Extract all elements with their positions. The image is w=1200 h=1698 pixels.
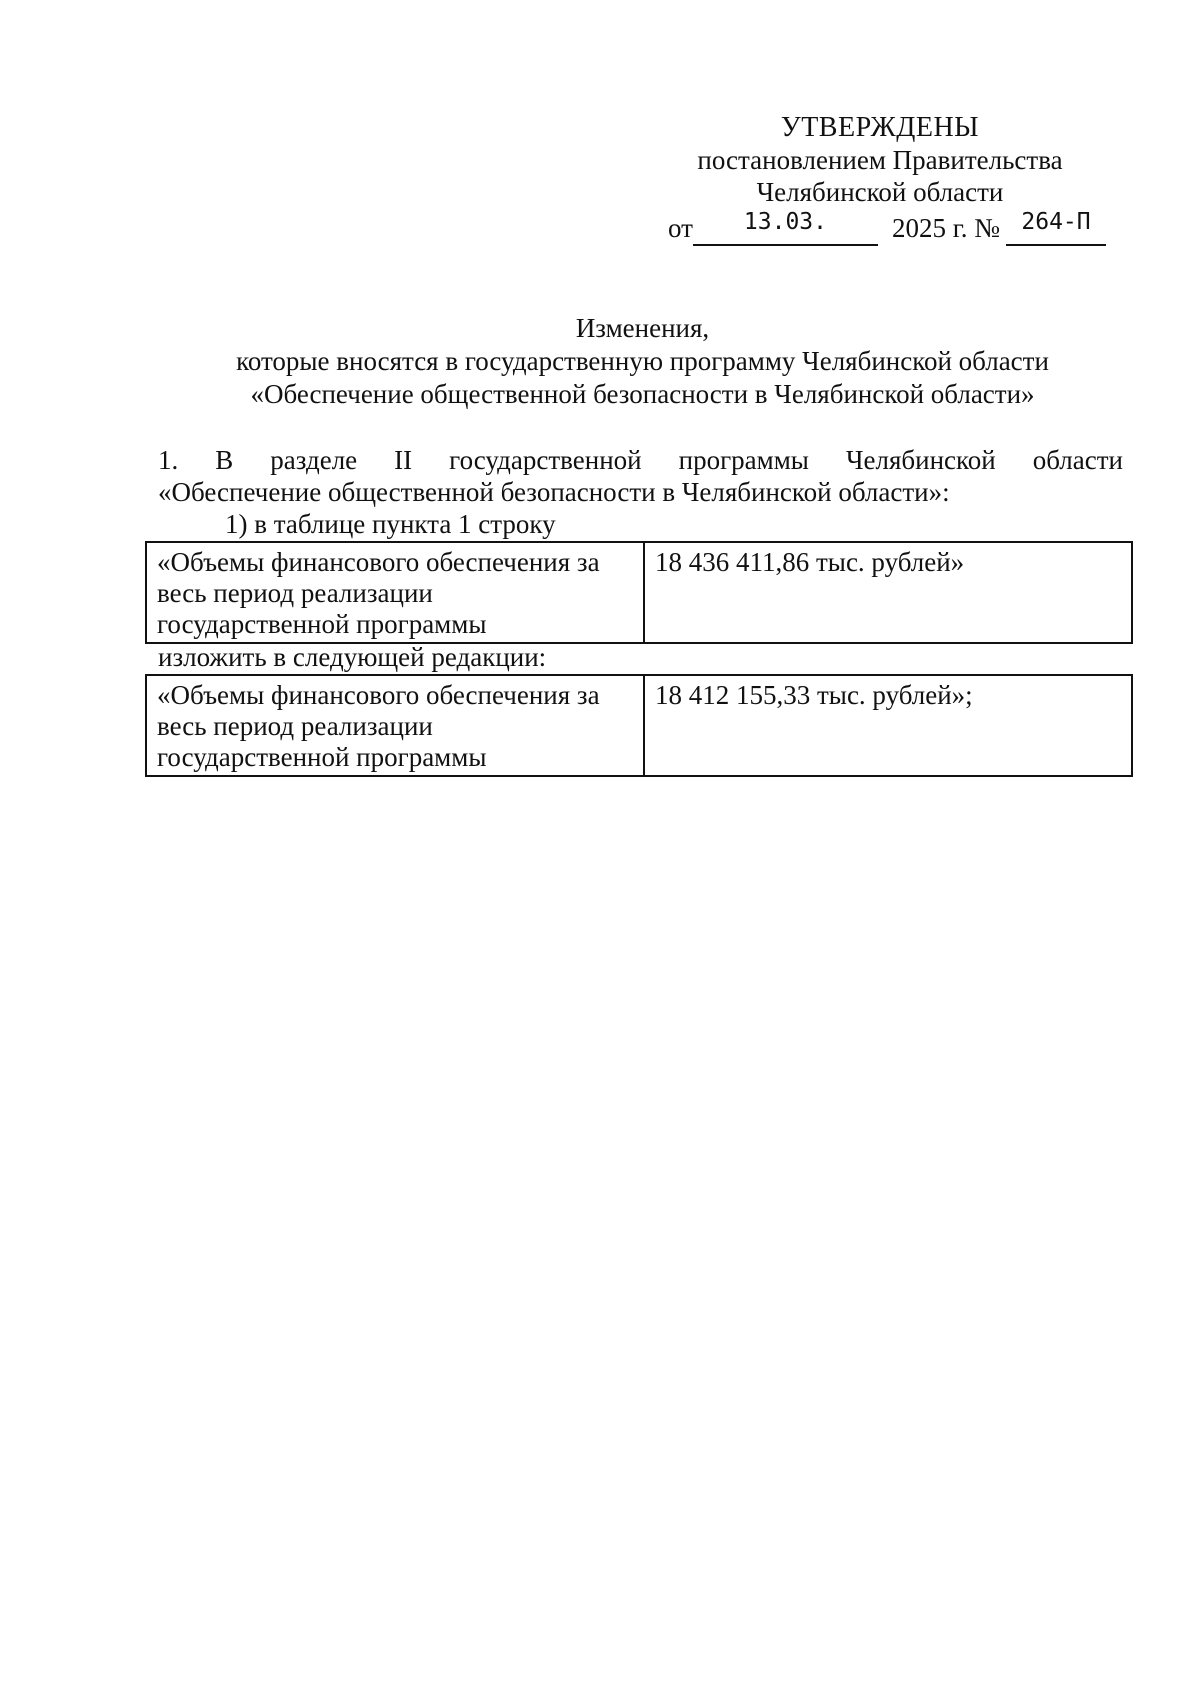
- number-value: 264-П: [1021, 209, 1091, 235]
- document-heading: [145, 312, 1140, 411]
- value-text: 18 436 411,86 тыс. рублей»: [655, 547, 965, 577]
- date-field: [693, 209, 878, 246]
- label-line: государственной программы: [157, 609, 487, 639]
- heading-line-3: «Обеспечение общественной безопасности в Челябинской области»: [250, 379, 1035, 409]
- approval-title: УТВЕРЖДЕНЫ: [780, 112, 980, 143]
- value-text: 18 412 155,33 тыс. рублей»;: [655, 680, 973, 710]
- table-cell-value: [644, 675, 1132, 776]
- label-line: «Объемы финансового обеспечения за: [157, 547, 600, 577]
- date-prefix: от: [668, 213, 693, 243]
- table-cell-label: [146, 542, 644, 643]
- paragraph-1-line-1: 1. В разделе II государственной программы Челябинской области: [158, 445, 1123, 475]
- heading-line-2: которые вносятся в государственную программу Челябинской области: [236, 346, 1049, 376]
- approval-stamp-block: [650, 112, 1110, 208]
- number-field: [1006, 209, 1106, 246]
- year-text: 2025 г. №: [891, 213, 1000, 243]
- approval-line-1: постановлением Правительства: [697, 145, 1063, 175]
- date-value: 13.03.: [743, 209, 827, 235]
- label-line: весь период реализации: [157, 578, 433, 608]
- table-row: [146, 675, 1132, 776]
- paragraph-1-line-2: «Обеспечение общественной безопасности в Челябинской области»:: [158, 477, 950, 507]
- heading-line-1: Изменения,: [575, 313, 710, 343]
- table-cell-value: [644, 542, 1132, 643]
- old-row-table: [145, 541, 1133, 644]
- label-line: государственной программы: [157, 742, 487, 772]
- new-row-table: [145, 674, 1133, 777]
- table-cell-label: [146, 675, 644, 776]
- revision-instruction: изложить в следующей редакции:: [158, 642, 547, 672]
- label-line: весь период реализации: [157, 711, 433, 741]
- approval-line-2: Челябинской области: [756, 177, 1004, 207]
- resolution-date-line: [668, 209, 1106, 246]
- table-row: [146, 542, 1132, 643]
- paragraph-2: 1) в таблице пункта 1 строку: [225, 509, 556, 539]
- label-line: «Объемы финансового обеспечения за: [157, 680, 600, 710]
